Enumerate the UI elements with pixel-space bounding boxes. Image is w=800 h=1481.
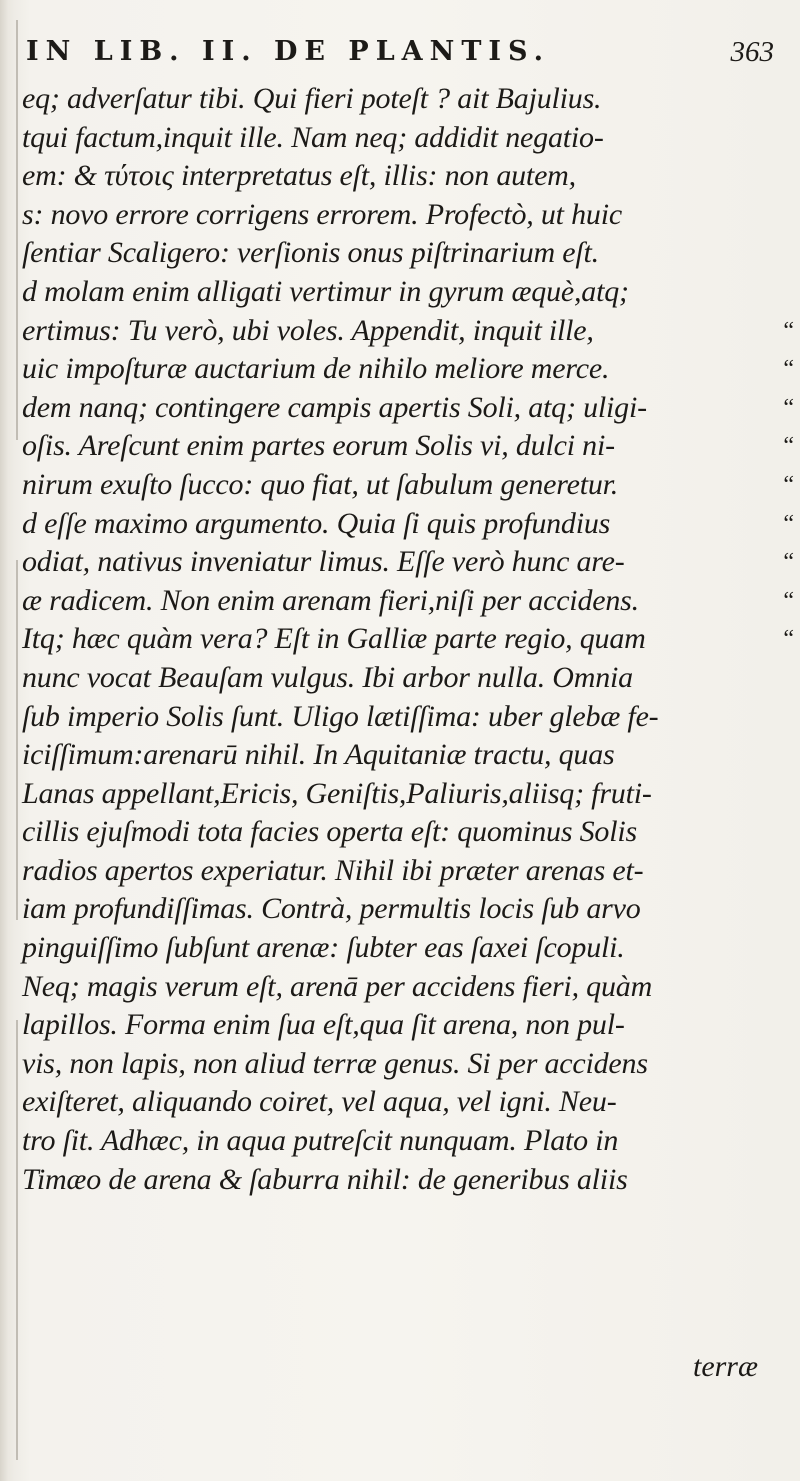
- line-text: pinguiſſimo ſubſunt arenæ: ſubter eas ſaxei ſcopuli.: [22, 931, 625, 965]
- line-text: æ radicem. Non enim arenam fieri,niſi per accidens.: [22, 583, 639, 617]
- text-line: [0, 312, 800, 351]
- text-line: [0, 1006, 800, 1045]
- running-head: IN LIB. II. DE PLANTIS.: [26, 36, 550, 67]
- line-text: Neq; magis verum eſt, arenā per accidens fieri, quàm: [22, 969, 653, 1003]
- text-line: [0, 1045, 800, 1084]
- text-line: [0, 119, 800, 158]
- line-text: tro ſit. Adhæc, in aqua putreſcit nunquam. Plato in: [22, 1124, 619, 1158]
- text-line: [0, 890, 800, 929]
- text-line: [0, 466, 800, 505]
- line-text: iciſſimum:arenarū nihil. In Aquitaniæ tractu, quas: [22, 738, 615, 772]
- text-line: [0, 505, 800, 544]
- line-text: oſis. Areſcunt enim partes eorum Solis vi, dulci ni-: [22, 429, 615, 463]
- line-text: ertimus: Tu verò, ubi voles. Appendit, inquit ille,: [22, 313, 594, 347]
- quotation-mark: “: [783, 587, 794, 614]
- page-number: 363: [730, 36, 774, 68]
- quotation-mark: “: [783, 549, 794, 576]
- line-text: lapillos. Forma enim ſua eſt,qua ſit arena, non pul-: [22, 1008, 625, 1042]
- line-text: Timæo de arena & ſaburra nihil: de generibus aliis: [22, 1162, 628, 1196]
- line-text: eq; adverſatur tibi. Qui fieri poteſt ? ait Bajulius.: [22, 82, 602, 115]
- text-line: [0, 620, 800, 659]
- quotation-mark: “: [783, 317, 794, 344]
- line-text: iam profundiſſimas. Contrà, permultis locis ſub arvo: [22, 892, 641, 926]
- line-text: d molam enim alligati vertimur in gyrum æquè,atq;: [22, 274, 629, 308]
- text-line: [0, 350, 800, 389]
- text-line: [0, 1161, 800, 1200]
- quotation-mark: “: [783, 356, 794, 383]
- text-line: [0, 234, 800, 273]
- text-line: [0, 736, 800, 775]
- text-line: [0, 582, 800, 621]
- text-line: [0, 80, 800, 119]
- text-line: [0, 196, 800, 235]
- quotation-mark: “: [783, 510, 794, 537]
- line-text: odiat, nativus inveniatur limus. Eſſe verò hunc are-: [22, 545, 625, 579]
- text-line: [0, 1083, 800, 1122]
- line-text: ſentiar Scaligero: verſionis onus piſtrinarium eſt.: [22, 236, 599, 270]
- line-text: nirum exuſto ſucco: quo fiat, ut ſabulum generetur.: [22, 467, 619, 501]
- text-line: [0, 389, 800, 428]
- quotation-mark: “: [783, 394, 794, 421]
- line-text: cillis ejuſmodi tota facies operta eſt: quominus Solis: [22, 815, 637, 849]
- line-text: radios apertos experiatur. Nihil ibi præter arenas et-: [22, 853, 644, 887]
- quotation-mark: “: [783, 626, 794, 653]
- line-text: dem nanq; contingere campis apertis Soli, atq; uligi-: [22, 390, 647, 424]
- text-line: [0, 852, 800, 891]
- line-text: vis, non lapis, non aliud terræ genus. Si per accidens: [22, 1046, 648, 1080]
- text-line: [0, 659, 800, 698]
- line-text: ſub imperio Solis ſunt. Uligo lætiſſima: uber glebæ fe-: [22, 699, 659, 733]
- text-line: [0, 775, 800, 814]
- text-line: [0, 157, 800, 196]
- line-text: d eſſe maximo argumento. Quia ſi quis profundius: [22, 506, 611, 540]
- line-text: Lanas appellant,Ericis, Geniſtis,Paliuris,aliisq; fruti-: [22, 776, 652, 810]
- line-text: nunc vocat Beauſam vulgus. Ibi arbor nulla. Omnia: [22, 660, 633, 694]
- page-header: [26, 36, 778, 76]
- line-text: exiſteret, aliquando coiret, vel aqua, vel igni. Neu-: [22, 1085, 617, 1119]
- quotation-mark: “: [783, 433, 794, 460]
- text-line: [0, 427, 800, 466]
- quotation-mark: “: [783, 471, 794, 498]
- line-text: uic impoſturæ auctarium de nihilo meliore merce.: [22, 352, 610, 386]
- line-text: Itq; hæc quàm vera? Eſt in Galliæ parte regio, quam: [22, 622, 646, 656]
- line-text: tqui factum,inquit ille. Nam neq; addidit negatio-: [22, 120, 604, 154]
- text-line: [0, 929, 800, 968]
- text-line: [0, 968, 800, 1007]
- body-text: [0, 80, 800, 1199]
- line-text: s: novo errore corrigens errorem. Profectò, ut huic: [22, 197, 622, 231]
- text-line: [0, 698, 800, 737]
- catchword: terræ: [692, 1350, 758, 1383]
- text-line: [0, 273, 800, 312]
- line-text: em: & τύτοις interpretatus eſt, illis: non autem,: [22, 159, 576, 193]
- text-line: [0, 1122, 800, 1161]
- text-line: [0, 543, 800, 582]
- text-line: [0, 813, 800, 852]
